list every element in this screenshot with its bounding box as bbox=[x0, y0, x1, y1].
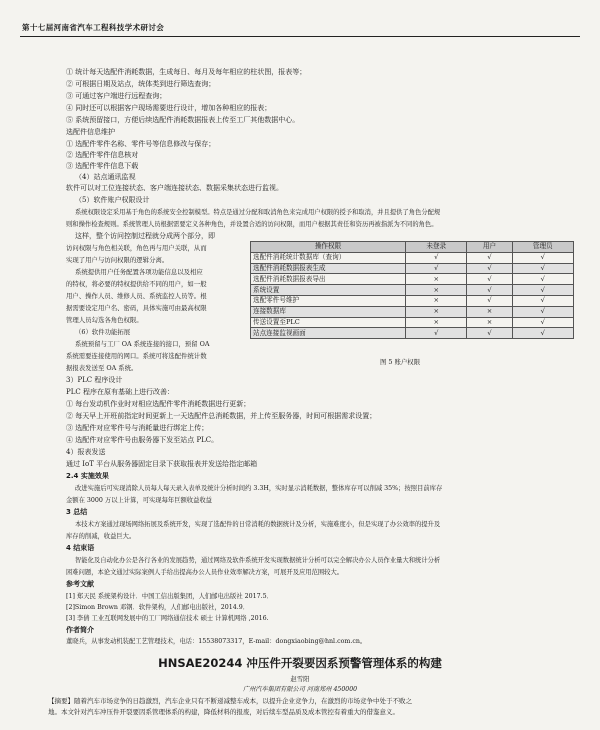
text-line: 这样，整个访问控制过程就分成两个部分，即 bbox=[75, 232, 215, 240]
paper-affiliation: 广州汽车集团有限公司 河南郑州 450000 bbox=[242, 686, 358, 693]
table-cell: × bbox=[406, 317, 467, 328]
table-cell: √ bbox=[512, 295, 573, 306]
text-line: 本技术方案通过现场网络拓展及系统开发，实现了选配件的日常消耗的数据统计及分析，实施难度小，但是实现了办公效率的提升及 bbox=[75, 521, 441, 528]
text-line: ④ 同时还可以根据客户现场需要进行设计，增加各种相应的报表； bbox=[66, 104, 272, 112]
text-line: ① 每台发动机作业时对相应选配件零件消耗数据进行更新； bbox=[66, 400, 251, 408]
text-line: 据需要设定用户名、密码，具体实施可由最高权限 bbox=[66, 304, 207, 312]
text-line: 困难问题，本论文通过实际案例人手给出提高办公人员作业效率解决方案，可展开及应用范围较大。 bbox=[66, 569, 344, 576]
text-line: 系统需要连接使用的网口。系统可将选配件统计数 bbox=[66, 352, 207, 360]
permission-table bbox=[250, 241, 574, 339]
text-line: ③ 可通过客户端进行远程查询； bbox=[66, 92, 167, 100]
section-heading: （5）软件账户权限设计 bbox=[75, 196, 150, 204]
text-line: 金额在 3000 万以上计算，可实现每年巨额收益收益 bbox=[66, 497, 212, 504]
section-heading: （6）软件功能拓展 bbox=[75, 328, 131, 336]
table-cell: √ bbox=[406, 263, 467, 274]
table-header-row bbox=[251, 242, 574, 253]
text-line: ① 统计每天选配件消耗数据，生成每日、每月及每年相应的柱状图，报表等； bbox=[66, 68, 307, 76]
reference-item: [3] 李倩 工业互联网发展中的工厂网络通信技术 硕士 计算机网络 ,2016. bbox=[66, 615, 269, 622]
text-line: ② 可根据日期及站点，统体类到进行筛选查询； bbox=[66, 80, 216, 88]
table-cell: √ bbox=[512, 285, 573, 296]
section-heading: 作者简介 bbox=[66, 626, 94, 634]
text-line: 访问权限与角色相关联，角色再与用户关联，从而 bbox=[66, 244, 207, 252]
text-line: 智能化及自动化办公是各行各业的发展趋势，通过网络及软件系统开发实现数据统计分析可以完全解决办公人员作业量大和统计分析 bbox=[75, 557, 441, 564]
table-header: 管理员 bbox=[512, 242, 573, 253]
text-line: 据报表发送至 OA 系统。 bbox=[66, 364, 138, 372]
section-heading: 3 总结 bbox=[66, 508, 88, 516]
text-line: ④ 选配件对应零件号由服务器下发至站点 PLC。 bbox=[66, 436, 219, 444]
table-row bbox=[251, 252, 574, 263]
text-line: ⑤ 系统预留接口，方便后续选配件消耗数据报表上传至工厂其他数据中心。 bbox=[66, 116, 300, 124]
table-cell: √ bbox=[467, 274, 512, 285]
table-cell: × bbox=[406, 274, 467, 285]
table-header: 操作权限 bbox=[251, 242, 406, 253]
text-line: 系统预留与工厂 OA 系统连接的接口，预留 OA bbox=[75, 340, 210, 348]
text-line: 则和操作检查规则。系统管理人员根据需要定义各种角色，并设置合适的访问权限，而用户根据其责任和资历再被指派为不同的角色。 bbox=[66, 221, 438, 228]
text-line: 管理人员勾选各角色权限。 bbox=[66, 316, 143, 324]
table-cell: √ bbox=[512, 274, 573, 285]
text-line: 用户、操作人员、维修人员、系统监控人员等。根 bbox=[66, 292, 207, 300]
text-line: 选配件信息维护 bbox=[66, 128, 115, 136]
table-cell: 传送设置至PLC bbox=[251, 317, 406, 328]
section-heading: 4 结束语 bbox=[66, 544, 95, 552]
table-row bbox=[251, 295, 574, 306]
table-row bbox=[251, 274, 574, 285]
table-cell: √ bbox=[512, 252, 573, 263]
table-cell: × bbox=[467, 317, 512, 328]
reference-item: [2]Simon Brown 邓钢．软件架构，人们邮电出版社，2014.9． bbox=[66, 604, 250, 611]
text-line: 实现了用户与访问权限的逻辑分离。 bbox=[66, 256, 169, 264]
table-cell: √ bbox=[467, 285, 512, 296]
abstract-line: 【摘要】随着汽车市场竞争的日趋激烈，汽车企业只有不断递减整车成本，以提升企业竞争力，在激烈的市场竞争中处于不败之 bbox=[48, 697, 412, 705]
table-header: 用户 bbox=[467, 242, 512, 253]
table-cell: 系统设置 bbox=[251, 285, 406, 296]
table-cell: √ bbox=[512, 328, 573, 339]
text-line: 董晓兵，从事发动机装配工艺管理技术，电话：15538073317，E-mail：dongxiaobing@hnl.com.cn。 bbox=[66, 638, 367, 645]
text-line: PLC 程序在原有基础上进行改善： bbox=[66, 388, 174, 396]
running-header: 第十七届河南省汽车工程科技学术研讨会 bbox=[22, 23, 165, 32]
table-cell: √ bbox=[406, 328, 467, 339]
text-line: ③ 选配件零件信息下载 bbox=[66, 162, 139, 170]
table-cell: 选配件消耗数据报表生成 bbox=[251, 263, 406, 274]
abstract-line: 地。本文针对汽车冲压件开裂要因系管理体系的构建，降低材料的报废，对后续车型品质及成本管控有着重大的借鉴意义。 bbox=[48, 708, 399, 716]
table-cell: √ bbox=[467, 328, 512, 339]
text-line: 系统权限设定采用基于角色的系统安全控制模型。特点是通过分配和取消角色来完成用户权限的授予和取消，并且提供了角色分配规 bbox=[75, 209, 441, 216]
text-line: ② 选配件零件信息核对 bbox=[66, 151, 139, 159]
table-cell: 连接数据库 bbox=[251, 306, 406, 317]
table-cell: × bbox=[406, 306, 467, 317]
text-line: 系统提供用户任务配置各项功能信息以及相应 bbox=[75, 268, 203, 276]
table-cell: 选配件消耗数据报表导出 bbox=[251, 274, 406, 285]
table-cell: √ bbox=[467, 252, 512, 263]
reference-item: [1] 郑天民 系统架构设计．中国工信出版集团，人们邮电出版社 2017.5． bbox=[66, 593, 273, 600]
table-cell: 站点连接监视画面 bbox=[251, 328, 406, 339]
text-line: 通过 IoT 平台从服务器固定目录下获取报表并发送给指定邮箱 bbox=[66, 460, 258, 468]
table-cell: √ bbox=[512, 263, 573, 274]
table-cell: 选配件消耗统计数据库（查询） bbox=[251, 252, 406, 263]
header-rule bbox=[20, 36, 580, 37]
table-row bbox=[251, 328, 574, 339]
section-heading: 参考文献 bbox=[66, 580, 94, 588]
table-row bbox=[251, 306, 574, 317]
paper-author: 赵雪阳 bbox=[290, 675, 310, 683]
table-cell: √ bbox=[512, 306, 573, 317]
table-header: 未登录 bbox=[406, 242, 467, 253]
text-line: 库存的削减，收益巨大。 bbox=[66, 533, 136, 540]
table-cell: √ bbox=[406, 252, 467, 263]
section-heading: （4）站点通讯监视 bbox=[75, 173, 136, 181]
text-line: 改进实施后可实现消除人员每人每天录入表单及统计分析时间约 3.3H，实时显示消耗数据，整体库存可以削减 35%；按照目前库存 bbox=[75, 485, 443, 492]
table-row bbox=[251, 317, 574, 328]
table-cell: 选配零件号维护 bbox=[251, 295, 406, 306]
text-line: ① 选配件零件名称、零件号等信息修改与保存； bbox=[66, 140, 216, 148]
text-line: ② 每天早上开班前指定时间更新上一天选配件总消耗数据，并上传至服务器，时间可根据需求设置； bbox=[66, 412, 377, 420]
text-line: 的特权，将必要的特权提供给不同的用户，如一般 bbox=[66, 280, 207, 288]
table-cell: × bbox=[406, 295, 467, 306]
table-cell: × bbox=[467, 306, 512, 317]
table-cell: √ bbox=[467, 263, 512, 274]
table-cell: × bbox=[406, 285, 467, 296]
text-line: ③ 选配件对应零件号与消耗量进行绑定上传； bbox=[66, 424, 209, 432]
table-cell: √ bbox=[512, 317, 573, 328]
paper-title: HNSAE20244 冲压件开裂要因系预警管理体系的构建 bbox=[158, 656, 442, 670]
table-row bbox=[251, 285, 574, 296]
table-caption: 图 5 账户权限 bbox=[380, 358, 421, 366]
section-heading: 2.4 实施效果 bbox=[66, 472, 109, 480]
section-heading: 4）报表发送 bbox=[66, 448, 106, 456]
table-row bbox=[251, 263, 574, 274]
section-heading: 3）PLC 程序设计 bbox=[66, 376, 123, 384]
table-cell: √ bbox=[467, 295, 512, 306]
text-line: 软件可以对工位连接状态、客户端连接状态、数据采集状态进行监视。 bbox=[66, 184, 283, 192]
